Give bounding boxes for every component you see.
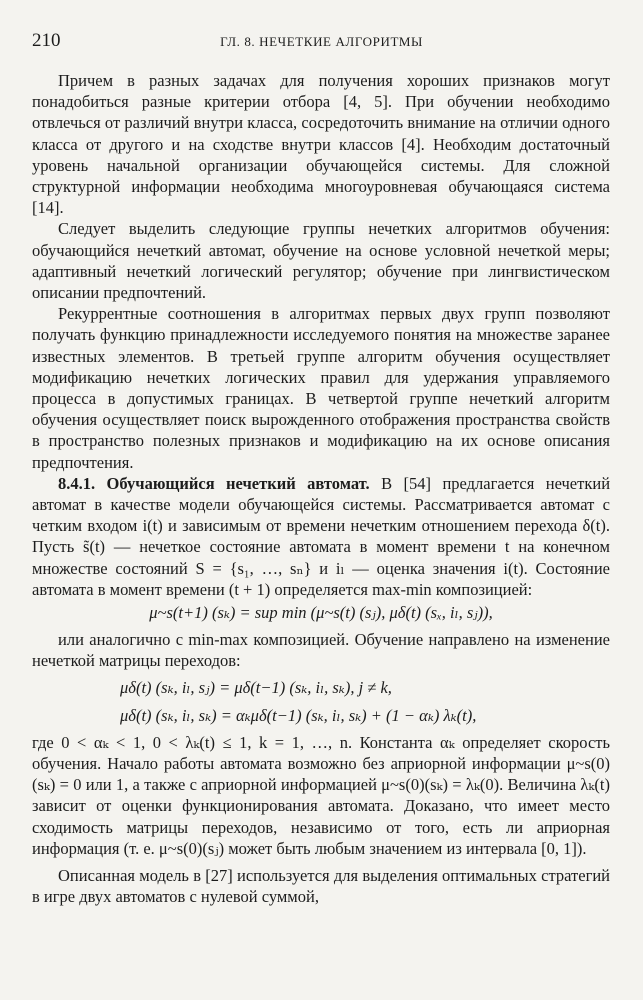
section-paragraph — [32, 473, 610, 600]
page-number: 210 — [32, 30, 61, 51]
paragraph-text: В [54] предлагается нечеткий автомат в качестве модели обучающейся системы. Рассматривается автомат с четким входом i(t) и зависимым от времени нечетким отношением перехода δ(t). Пусть s̃(t) — нечеткое состояние автомата в момент времени t на конечном множестве состояний S = {s₁, …, sₙ} и iₗ — оценка значения i(t). Состояние автомата в момент времени (t + 1) определяется max-min композицией: — [32, 473, 611, 599]
paragraph: Рекуррентные соотношения в алгоритмах первых двух групп позволяют получать функцию принадлежности исследуемого понятия на множестве заранее известных элементов. В третьей группе алгоритм обучения осуществляет модификацию нечетких логических правил для удержания управляемого процесса в допустимых границах. В четвертой группе нечеткий алгоритм обучения осуществляет поиск вырожденного отображения пространства свойств в пространство полезных признаков и модификацию на их основе описания предпочтения. — [32, 304, 610, 472]
paragraph: Описанная модель в [27] используется для выделения оптимальных стратегий в игре двух автоматов с нулевой суммой, — [32, 865, 610, 907]
paragraph: или аналогично с min-max композицией. Обучение направлено на изменение нечеткой матрицы переходов: — [32, 630, 610, 671]
page-header — [32, 30, 611, 54]
equation-transition-2: μδ(t) (sₖ, iₗ, sₖ) = αₖμδ(t−1) (sₖ, iₗ, sₖ) + (1 − αₖ) λₖ(t), — [120, 705, 477, 725]
running-title: ГЛ. 8. НЕЧЕТКИЕ АЛГОРИТМЫ — [220, 34, 423, 49]
paragraph: где 0 < αₖ < 1, 0 < λₖ(t) ≤ 1, k = 1, …, n. Константа αₖ определяет скорость обучения. Начало работы автомата возможно без априорной информации μ~s(0)(sₖ) = 0 или 1, а также с априорной информацией μ~s(0)(sₖ) = λₖ(0). Величина λₖ(t) зависит от оценки функционирования автомата. Доказано, что имеет место сходимость матрицы переходов, независимо от того, есть ли априорная информация (т. е. μ~s(0)(sⱼ) может быть любым значением из интервала [0, 1]). — [32, 732, 610, 858]
section-heading: 8.4.1. Обучающийся нечеткий автомат. — [58, 473, 370, 493]
paragraph: Следует выделить следующие группы нечетких алгоритмов обучения: обучающийся нечеткий автомат, обучение на основе условной нечеткой меры; адаптивный нечеткий логический регулятор; обучение при лингвистическом описании предпочтений. — [32, 219, 610, 303]
page-body — [32, 70, 610, 907]
equation-max-min: μ~s(t+1) (sₖ) = sup min (μ~s(t) (sⱼ), μδ(t) (sₓ, iₗ, sⱼ)), — [149, 603, 493, 623]
equation-transition-1: μδ(t) (sₖ, iₗ, sⱼ) = μδ(t−1) (sₖ, iₗ, sₖ), j ≠ k, — [120, 677, 392, 697]
paragraph: Причем в разных задачах для получения хороших признаков могут понадобиться разные критерии отбора [4, 5]. При обучении необходимо отвлечься от различий внутри класса, сосредоточить внимание на отличии одного класса от другого и на сходстве внутри классов [4]. Необходим достаточный уровень начальной организации обучающейся системы. Для сложной структурной информации необходима многоуровневая обучающаяся система [14]. — [32, 71, 610, 218]
